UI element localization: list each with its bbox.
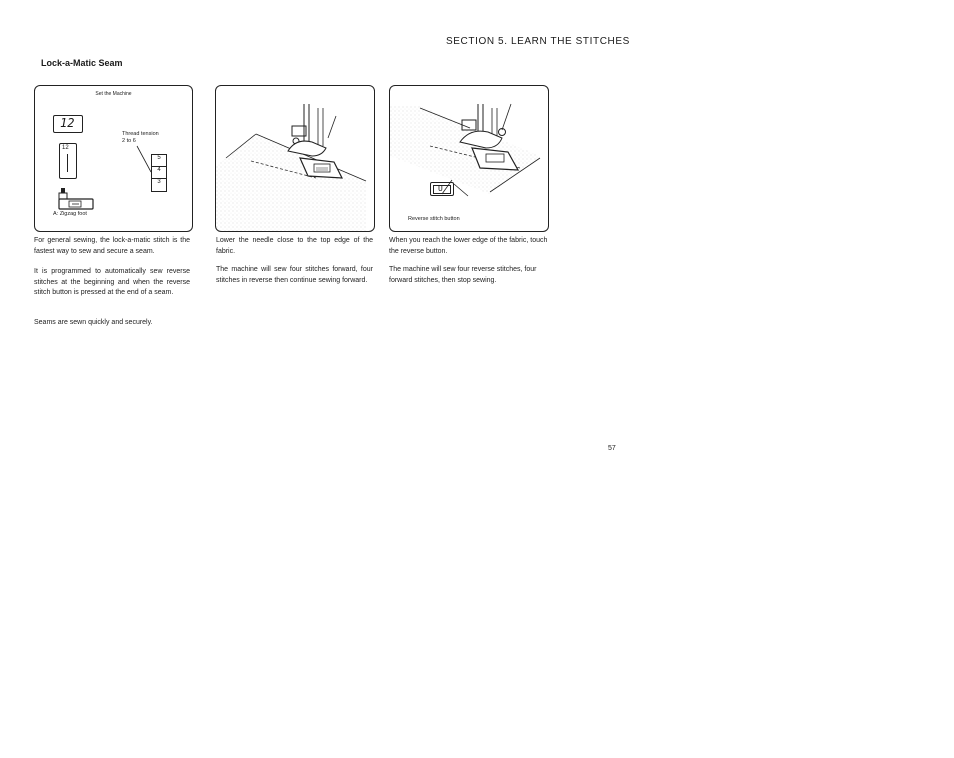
- display-value: 12: [60, 116, 75, 130]
- pattern-number: 12: [62, 145, 69, 151]
- pattern-card-icon: [59, 143, 77, 179]
- col1-paragraph-2: It is programmed to automatically sew reverse stitches at the beginning and when the reverse stitch button is pressed at the end of a seam.: [34, 268, 190, 296]
- tension-dial-value: 3: [157, 179, 161, 185]
- sewing-foot-reverse-illustration-icon: [390, 86, 548, 231]
- reverse-button-display: [433, 185, 451, 194]
- set-machine-panel: [34, 85, 193, 232]
- panel-title: Set the Machine: [95, 91, 132, 97]
- pattern-display-icon: [53, 115, 83, 133]
- col3-paragraph-1: When you reach the lower edge of the fabric, touch the reverse button.: [389, 237, 548, 255]
- tension-dial-value: 5: [152, 155, 166, 167]
- tension-range-text: 2 to 6: [122, 137, 136, 144]
- tension-dial-value: 4: [152, 167, 166, 179]
- reverse-stitch-illustration: [389, 85, 549, 232]
- col1-paragraph-1: For general sewing, the lock-a-matic stitch is the fastest way to sew and secure a seam.: [34, 237, 190, 255]
- page-number: 57: [608, 445, 616, 452]
- col1-paragraph-3: Seams are sewn quickly and securely.: [34, 319, 153, 326]
- zigzag-foot-icon: [55, 186, 99, 212]
- reverse-button-caption: Reverse stitch button: [408, 216, 460, 222]
- col3-paragraph-2: The machine will sew four reverse stitches, four forward stitches, then stop sewing.: [389, 266, 537, 284]
- col2-paragraph-2: The machine will sew four stitches forward, four stitches in reverse then continue sewing forward.: [216, 266, 373, 284]
- sewing-foot-illustration-icon: [216, 86, 374, 231]
- tension-label: [122, 131, 182, 144]
- tension-label-text: Thread tension: [122, 131, 159, 137]
- needle-start-illustration: [215, 85, 375, 232]
- reverse-display-value: U: [438, 184, 443, 193]
- tension-dial-icon: [151, 154, 167, 192]
- foot-label: A: Zigzag foot: [53, 211, 87, 217]
- section-header: SECTION 5. LEARN THE STITCHES: [446, 36, 630, 47]
- col2-paragraph-1: Lower the needle close to the top edge of the fabric.: [216, 237, 373, 255]
- reverse-stitch-button-icon: [430, 182, 454, 196]
- page-title: Lock-a-Matic Seam: [41, 58, 123, 68]
